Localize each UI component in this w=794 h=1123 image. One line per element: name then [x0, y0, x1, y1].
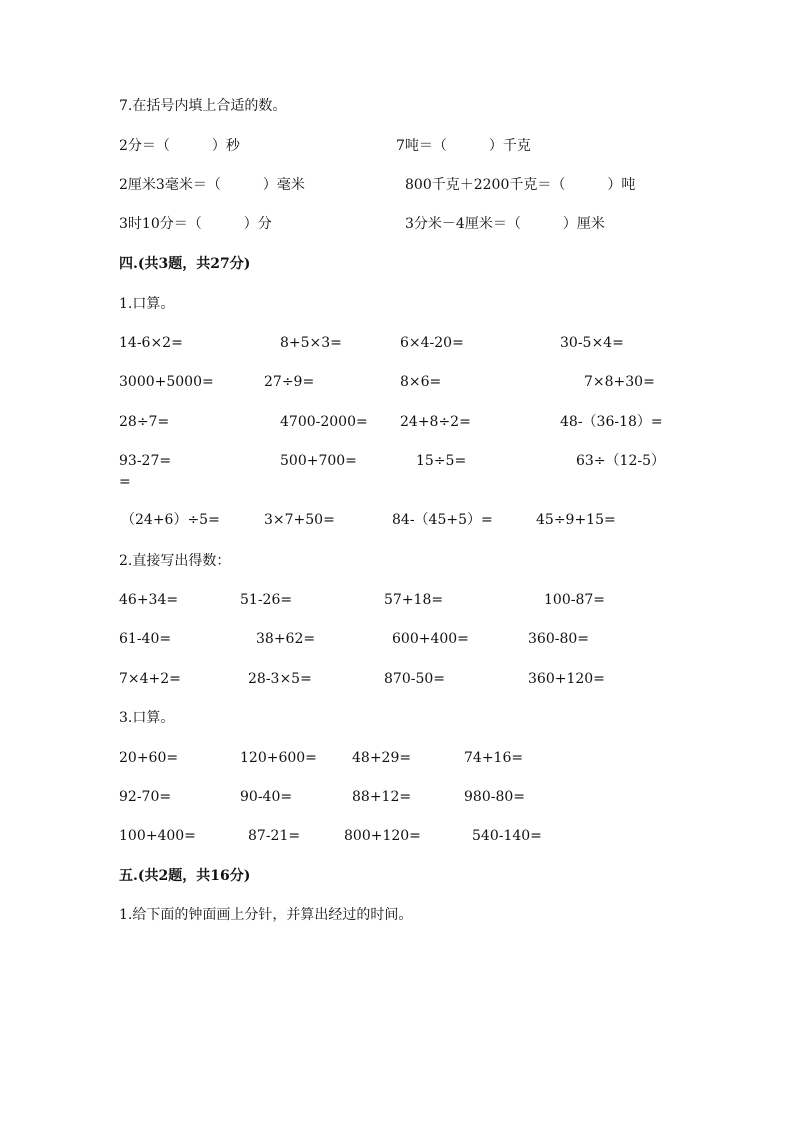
math-item: 87-21=	[248, 828, 301, 844]
s4-q2-title: 2.直接写出得数：	[119, 553, 231, 569]
math-item: 48-（36-18）=	[560, 414, 663, 430]
math-item: 14-6×2=	[119, 335, 183, 351]
q7-item: 800千克＋2200千克＝（ ）吨	[405, 177, 636, 193]
math-item: 600+400=	[392, 631, 469, 647]
q7-title: 7.在括号内填上合适的数。	[119, 98, 287, 114]
math-item: 28÷7=	[119, 414, 170, 430]
s5-q1-title: 1.给下面的钟面画上分针，并算出经过的时间。	[119, 907, 413, 923]
section-4-heading: 四.(共3题，共27分)	[119, 256, 251, 272]
q7-item: 3分米－4厘米＝（ ）厘米	[405, 216, 605, 232]
math-item: 51-26=	[240, 592, 293, 608]
math-item: 92-70=	[119, 789, 172, 805]
q7-item: 2厘米3毫米＝（ ）毫米	[119, 177, 305, 193]
math-item: 800+120=	[344, 828, 421, 844]
math-item: 360+120=	[528, 671, 605, 687]
math-item: 90-40=	[240, 789, 293, 805]
q7-item: 7吨＝（ ）千克	[396, 138, 531, 154]
math-item: 3×7+50=	[264, 512, 335, 528]
math-item: 6×4-20=	[400, 335, 464, 351]
math-item: 24+8÷2=	[400, 414, 471, 430]
math-item: 84-（45+5）=	[392, 512, 493, 528]
s4-q1-title: 1.口算。	[119, 296, 175, 312]
math-item: 61-40=	[119, 631, 172, 647]
math-item: 120+600=	[240, 750, 317, 766]
math-item: 46+34=	[119, 592, 179, 608]
math-item: 7×8+30=	[584, 374, 655, 390]
math-item: 15÷5=	[416, 453, 467, 469]
math-item: 980-80=	[464, 789, 525, 805]
math-item: 38+62=	[256, 631, 316, 647]
math-item-wrap: =	[119, 474, 131, 490]
math-item: 45÷9+15=	[536, 512, 616, 528]
math-item: 100-87=	[544, 592, 605, 608]
math-item: 74+16=	[464, 750, 524, 766]
math-item: 93-27=	[119, 453, 172, 469]
math-item: 100+400=	[119, 828, 196, 844]
q7-item: 3时10分＝（ ）分	[119, 216, 272, 232]
math-item: 88+12=	[352, 789, 412, 805]
math-item: 8×6=	[400, 374, 442, 390]
math-item: 28-3×5=	[248, 671, 312, 687]
section-5-heading: 五.(共2题，共16分)	[119, 868, 251, 884]
math-item: 20+60=	[119, 750, 179, 766]
math-item: 4700-2000=	[280, 414, 368, 430]
s4-q3-title: 3.口算。	[119, 710, 175, 726]
math-item: 63÷（12-5）	[576, 453, 665, 469]
math-item: 500+700=	[280, 453, 357, 469]
math-item: 8+5×3=	[280, 335, 342, 351]
math-item: 870-50=	[384, 671, 445, 687]
q7-item: 2分＝（ ）秒	[119, 138, 240, 154]
math-item: 360-80=	[528, 631, 589, 647]
math-item: 7×4+2=	[119, 671, 181, 687]
math-item: 57+18=	[384, 592, 444, 608]
math-item: 27÷9=	[264, 374, 315, 390]
math-item: 3000+5000=	[119, 374, 214, 390]
math-item: 30-5×4=	[560, 335, 624, 351]
math-item: （24+6）÷5=	[121, 512, 220, 528]
math-item: 540-140=	[472, 828, 542, 844]
math-item: 48+29=	[352, 750, 412, 766]
